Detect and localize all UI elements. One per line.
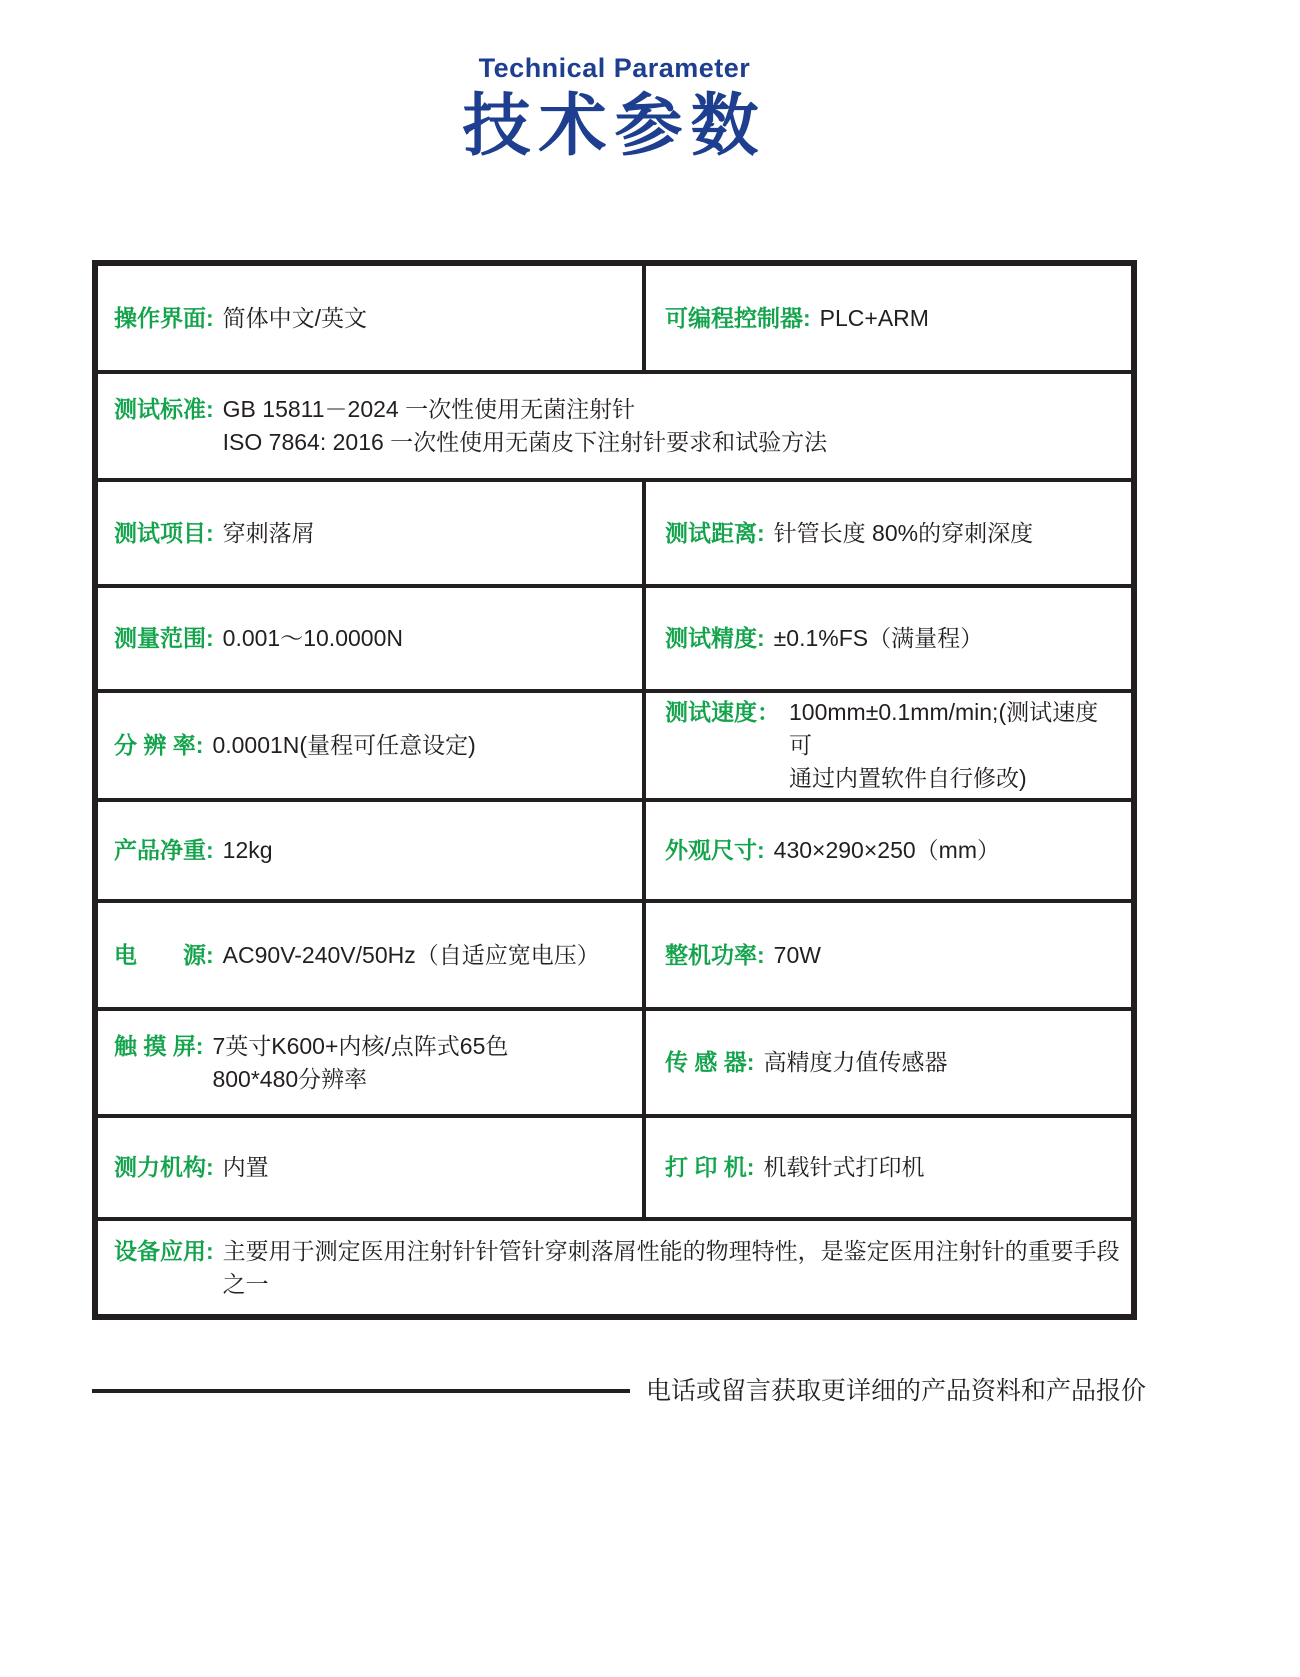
spec-value bbox=[820, 302, 929, 335]
spec-cell-test-speed bbox=[646, 693, 1131, 798]
spec-value bbox=[223, 302, 367, 335]
header-subtitle-en: Technical Parameter bbox=[478, 53, 751, 83]
page-title: 技术参数 bbox=[462, 88, 767, 164]
spec-label: 测力机构: bbox=[114, 1154, 214, 1180]
spec-label: 测试速度： bbox=[665, 699, 780, 725]
table-row bbox=[98, 1114, 1131, 1217]
spec-label: 测量范围: bbox=[114, 625, 214, 651]
spec-cell-test-item bbox=[98, 482, 646, 584]
spec-label: 分 辨 率: bbox=[114, 732, 204, 758]
spec-value bbox=[223, 1235, 1121, 1301]
spec-value-line: ISO 7864: 2016 一次性使用无菌皮下注射针要求和试验方法 bbox=[222, 429, 828, 455]
spec-value bbox=[774, 517, 1033, 550]
spec-value bbox=[212, 1030, 508, 1096]
spec-cell-application bbox=[98, 1221, 1131, 1314]
spec-value-line: 70W bbox=[773, 941, 821, 968]
spec-value bbox=[774, 939, 821, 972]
spec-label: 打 印 机: bbox=[665, 1154, 755, 1180]
spec-label: 设备应用: bbox=[114, 1237, 214, 1264]
table-row bbox=[98, 689, 1131, 798]
spec-value bbox=[763, 1046, 947, 1079]
spec-value-line: 高精度力值传感器 bbox=[763, 1049, 948, 1075]
spec-cell-total-power bbox=[646, 903, 1131, 1007]
spec-cell-test-distance bbox=[646, 482, 1131, 584]
spec-value bbox=[223, 622, 403, 655]
spec-value-line: PLC+ARM bbox=[819, 304, 929, 331]
spec-value-line: 800*480分辨率 bbox=[212, 1065, 368, 1092]
spec-label: 电 源: bbox=[114, 941, 214, 968]
table-row bbox=[98, 1217, 1131, 1314]
spec-label: 触 摸 屏: bbox=[114, 1032, 204, 1059]
spec-value-line: 12kg bbox=[222, 837, 273, 863]
spec-value bbox=[774, 834, 1000, 867]
spec-label: 测试标准: bbox=[114, 396, 214, 422]
spec-value bbox=[223, 517, 315, 550]
footer bbox=[92, 1372, 1147, 1410]
table-row bbox=[98, 899, 1131, 1007]
table-row bbox=[98, 1007, 1131, 1114]
page-header bbox=[92, 52, 1137, 166]
spec-label: 操作界面: bbox=[114, 304, 214, 331]
spec-table bbox=[92, 260, 1137, 1320]
spec-value-line: 通过内置软件自行修改) bbox=[789, 765, 1027, 791]
table-row bbox=[98, 478, 1131, 584]
spec-label: 整机功率: bbox=[665, 941, 765, 968]
spec-value-line: 0.0001N(量程可任意设定) bbox=[212, 732, 476, 758]
spec-value bbox=[223, 834, 273, 867]
spec-value-line: 简体中文/英文 bbox=[222, 304, 368, 331]
spec-value-line: GB 15811－2024 一次性使用无菌注射针 bbox=[222, 396, 636, 422]
footer-note: 电话或留言获取更详细的产品资料和产品报价 bbox=[646, 1377, 1147, 1405]
spec-cell-controller bbox=[646, 266, 1131, 370]
spec-cell-measure-range bbox=[98, 588, 646, 689]
spec-cell-sensor bbox=[646, 1011, 1131, 1114]
spec-value-line: 穿刺落屑 bbox=[222, 519, 315, 546]
spec-value bbox=[223, 939, 600, 972]
spec-cell-test-standard bbox=[98, 374, 1131, 478]
spec-value-line: 0.001～10.0000N bbox=[222, 625, 403, 651]
spec-cell-force-mechanism bbox=[98, 1118, 646, 1217]
spec-value-line: 430×290×250（mm） bbox=[773, 837, 1000, 863]
spec-value bbox=[223, 1151, 269, 1184]
spec-label: 产品净重: bbox=[114, 837, 214, 863]
spec-cell-printer bbox=[646, 1118, 1131, 1217]
spec-value-line: 主要用于测定医用注射针针管针穿刺落屑性能的物理特性，是鉴定医用注射针的重要手段之一 bbox=[222, 1237, 1120, 1297]
spec-value-line: 机载针式打印机 bbox=[763, 1154, 925, 1180]
spec-value bbox=[763, 1151, 924, 1184]
spec-value bbox=[774, 622, 983, 655]
spec-cell-test-accuracy bbox=[646, 588, 1131, 689]
spec-value bbox=[789, 696, 1121, 795]
spec-cell-touch-screen bbox=[98, 1011, 646, 1114]
spec-cell-resolution bbox=[98, 693, 646, 798]
spec-cell-net-weight bbox=[98, 802, 646, 899]
spec-cell-operation-interface bbox=[98, 266, 646, 370]
spec-label: 可编程控制器: bbox=[665, 304, 811, 331]
table-row bbox=[98, 584, 1131, 689]
spec-value-line: AC90V-240V/50Hz（自适应宽电压） bbox=[222, 941, 600, 968]
spec-label: 外观尺寸: bbox=[665, 837, 765, 863]
spec-value bbox=[223, 393, 828, 459]
spec-label: 测试精度: bbox=[665, 625, 765, 651]
spec-value-line: 内置 bbox=[222, 1154, 269, 1180]
spec-value bbox=[212, 729, 475, 762]
table-row bbox=[98, 266, 1131, 370]
spec-label: 测试距离: bbox=[665, 519, 765, 546]
divider-line bbox=[92, 1389, 630, 1393]
spec-label: 测试项目: bbox=[114, 519, 214, 546]
spec-value-line: 针管长度 80%的穿刺深度 bbox=[773, 519, 1034, 546]
spec-label: 传 感 器: bbox=[665, 1049, 755, 1075]
table-row bbox=[98, 370, 1131, 478]
spec-cell-power-supply bbox=[98, 903, 646, 1007]
spec-value-line: 7英寸K600+内核/点阵式65色 bbox=[212, 1032, 509, 1059]
spec-cell-dimensions bbox=[646, 802, 1131, 899]
table-row bbox=[98, 798, 1131, 899]
spec-value-line: 100mm±0.1mm/min;(测试速度可 bbox=[789, 699, 1099, 758]
spec-value-line: ±0.1%FS（满量程） bbox=[773, 625, 984, 651]
